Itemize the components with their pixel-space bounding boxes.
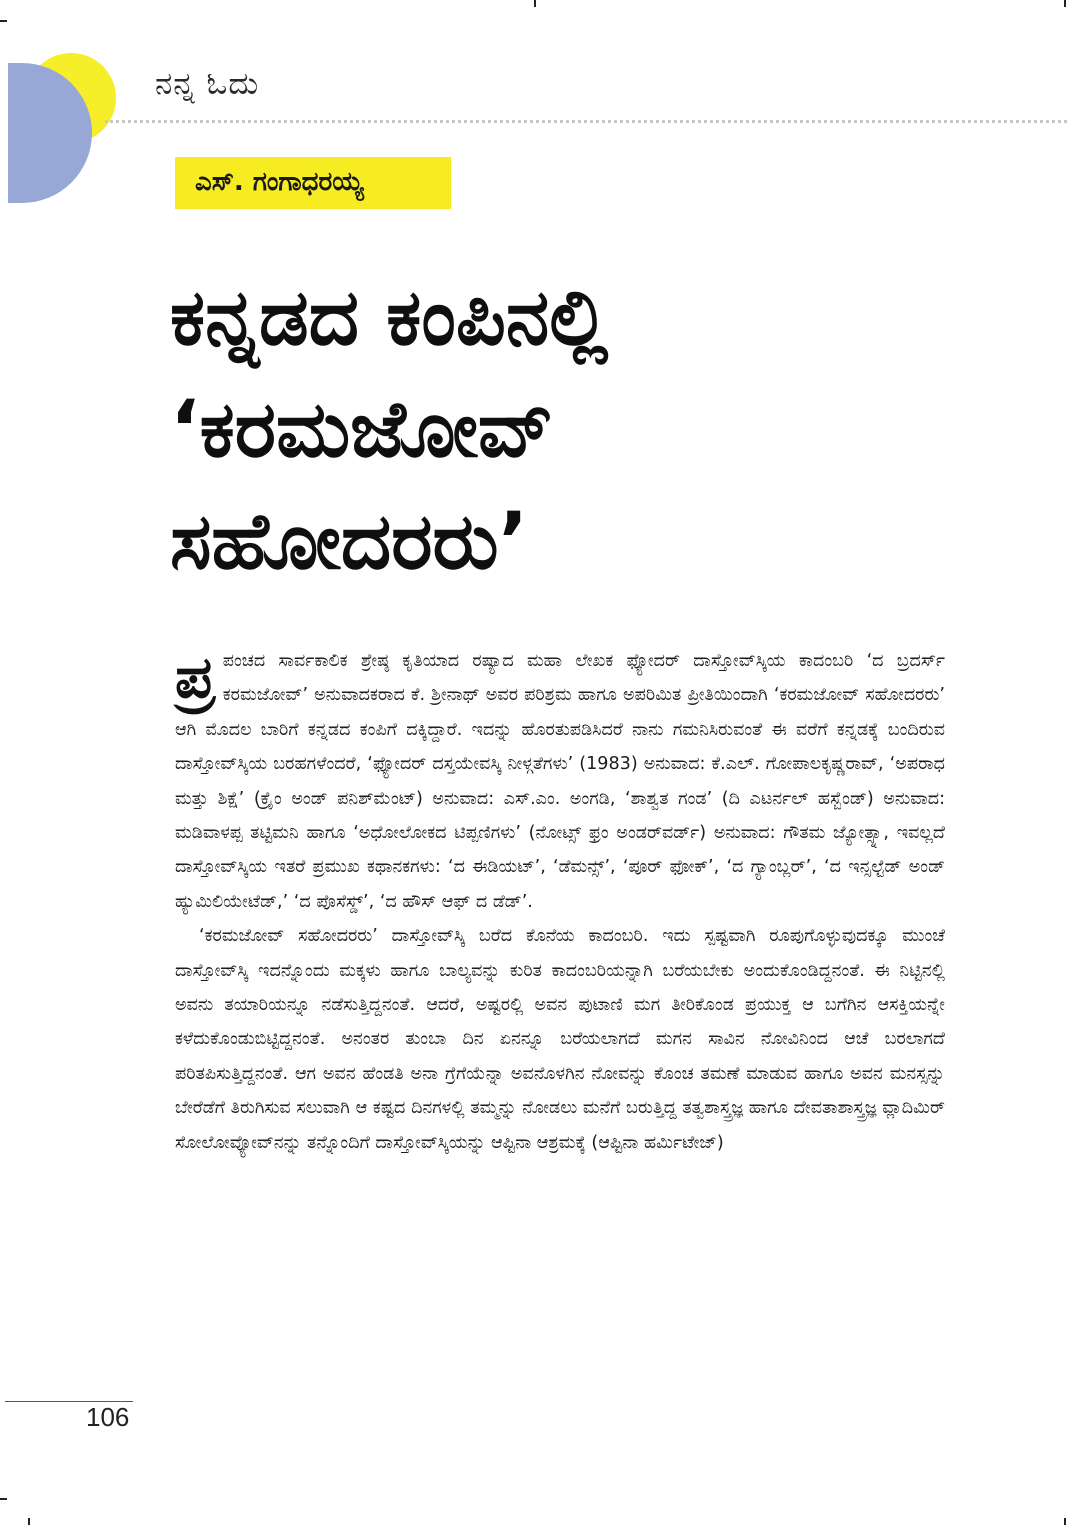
- crop-mark-bottom-left: [0, 1498, 7, 1500]
- author-name: ಎಸ್. ಗಂಗಾಧರಯ್ಯ: [195, 167, 364, 197]
- author-badge: [175, 157, 451, 209]
- crop-mark-top-right: [1064, 0, 1066, 7]
- article-headline: [170, 262, 990, 598]
- crop-mark-top-center: [534, 0, 536, 7]
- article-paragraph-2: ‘ಕರಮಜೋವ್ ಸಹೋದರರು’ ದಾಸ್ತೋವ್‌ಸ್ಕಿ ಬರೆದ ಕೊನೆಯ ಕಾದಂಬರಿ. ಇದು ಸ್ಪಷ್ಟವಾಗಿ ರೂಪುಗೊಳ್ಳುವುದಕ್ಕೂ ಮುಂಚೆ ದಾಸ್ತೋವ್‌ಸ್ಕಿ ಇದನ್ನೊಂದು ಮಕ್ಕಳು ಹಾಗೂ ಬಾಲ್ಯವನ್ನು ಕುರಿತ ಕಾದಂಬರಿಯನ್ನಾಗಿ ಬರೆಯಬೇಕು ಅಂದುಕೊಂಡಿದ್ದನಂತೆ. ಈ ನಿಟ್ಟಿನಲ್ಲಿ ಅವನು ತಯಾರಿಯನ್ನೂ ನಡೆಸುತ್ತಿದ್ದನಂತೆ. ಆದರೆ, ಅಷ್ಟರಲ್ಲಿ ಅವನ ಪುಟಾಣಿ ಮಗ ತೀರಿಕೊಂಡ ಪ್ರಯುಕ್ತ ಆ ಬಗೆಗಿನ ಆಸಕ್ತಿಯನ್ನೇ ಕಳೆದುಕೊಂಡುಬಿಟ್ಟಿದ್ದನಂತೆ. ಅನಂತರ ತುಂಬಾ ದಿನ ಏನನ್ನೂ ಬರೆಯಲಾಗದೆ ಮಗನ ಸಾವಿನ ನೋವಿನಿಂದ ಆಚೆ ಬರಲಾಗದೆ ಪರಿತಪಿಸುತ್ತಿದ್ದನಂತೆ. ಆಗ ಅವನ ಹೆಂಡತಿ ಅನಾ ಗ್ರೆಗೆಯೆನ್ನಾ ಅವನೊಳಗಿನ ನೋವನ್ನು ಕೊಂಚ ತಮಣೆ ಮಾಡುವ ಹಾಗೂ ಅವನ ಮನಸ್ಸನ್ನು ಬೇರೆಡೆಗೆ ತಿರುಗಿಸುವ ಸಲುವಾಗಿ ಆ ಕಷ್ಟದ ದಿನಗಳಲ್ಲಿ ತಮ್ಮನ್ನು ನೋಡಲು ಮನೆಗೆ ಬರುತ್ತಿದ್ದ ತತ್ವಶಾಸ್ತ್ರಜ್ಞ ಹಾಗೂ ದೇವತಾಶಾಸ್ತ್ರಜ್ಞ ವ್ಲಾದಿಮಿರ್ ಸೋಲೋವ್ಯೋವ್‌ನನ್ನು ತನ್ನೊಂದಿಗೆ ದಾಸ್ತೋವ್‌ಸ್ಕಿಯನ್ನು ಆಪ್ಟಿನಾ ಆಶ್ರಮಕ್ಕೆ (ಆಪ್ಟಿನಾ ಹರ್ಮಿಟೇಜ್): [175, 926, 945, 1153]
- page-number: 106: [86, 1402, 130, 1432]
- headline-line-3: ಸಹೋದರರು’: [170, 497, 529, 587]
- article-paragraph-1: [175, 644, 945, 919]
- crop-mark-bottom-right: [1064, 1518, 1066, 1525]
- crop-mark-top-left: [0, 20, 7, 22]
- headline-line-2: ‘ಕರಮಜೋವ್: [170, 385, 554, 475]
- column-title: ನನ್ನ ಓದು: [155, 66, 260, 102]
- dotted-divider: [105, 120, 1067, 123]
- headline-line-1: ಕನ್ನಡದ ಕಂಪಿನಲ್ಲಿ: [170, 273, 609, 363]
- drop-cap: ಪ್ರ: [175, 643, 215, 711]
- article-body: [175, 644, 945, 1160]
- crop-mark-bottom-center: [28, 1518, 30, 1525]
- paragraph-1-text: ಪಂಚದ ಸಾರ್ವಕಾಲಿಕ ಶ್ರೇಷ್ಠ ಕೃತಿಯಾದ ರಷ್ಯಾದ ಮಹಾ ಲೇಖಕ ಫ್ಯೋದರ್ ದಾಸ್ತೋವ್‌ಸ್ಕಿಯ ಕಾದಂಬರಿ ‘ದ ಬ್ರದರ್ಸ್ ಕರಮಜೋವ್’ ಅನುವಾದಕರಾದ ಕೆ. ಶ್ರೀನಾಥ್ ಅವರ ಪರಿಶ್ರಮ ಹಾಗೂ ಅಪರಿಮಿತ ಪ್ರೀತಿಯಿಂದಾಗಿ ‘ಕರಮಜೋವ್ ಸಹೋದರರು’ ಆಗಿ ಮೊದಲ ಬಾರಿಗೆ ಕನ್ನಡದ ಕಂಪಿಗೆ ದಕ್ಕಿದ್ದಾರೆ. ಇದನ್ನು ಹೊರತುಪಡಿಸಿದರೆ ನಾನು ಗಮನಿಸಿರುವಂತೆ ಈ ವರೆಗೆ ಕನ್ನಡಕ್ಕೆ ಬಂದಿರುವ ದಾಸ್ತೋವ್‌ಸ್ಕಿಯ ಬರಹಗಳೆಂದರೆ, ‘ಫ್ಯೋದರ್ ದಸ್ತಯೇವಸ್ಕಿ ನೀಳ್ಗತೆಗಳು’ (1983) ಅನುವಾದ: ಕೆ.ಎಲ್. ಗೋಪಾಲಕೃಷ್ಣರಾವ್, ‘ಅಪರಾಧ ಮತ್ತು ಶಿಕ್ಷೆ’ (ಕ್ರೈಂ ಅಂಡ್ ಪನಿಶ್‌ಮೆಂಟ್) ಅನುವಾದ: ಎಸ್.ಎಂ. ಅಂಗಡಿ, ‘ಶಾಶ್ವತ ಗಂಡ’ (ದಿ ಎಟರ್ನಲ್ ಹಸ್ಬೆಂಡ್) ಅನುವಾದ: ಮಡಿವಾಳಪ್ಪ ತಟ್ಟಿಮನಿ ಹಾಗೂ ‘ಅಧೋಲೋಕದ ಟಿಪ್ಪಣಿಗಳು’ (ನೋಟ್ಸ್ ಫ್ರಂ ಅಂಡರ್‌ವರ್ಡ್) ಅನುವಾದ: ಗೌತಮ ಜ್ಯೋತ್ಸ್ನಾ, ಇವಲ್ಲದೆ ದಾಸ್ತೋವ್‌ಸ್ಕಿಯ ಇತರೆ ಪ್ರಮುಖ ಕಥಾನಕಗಳು: ‘ದ ಈಡಿಯಟ್’, ‘ಡೆಮನ್ಸ್’, ‘ಪೂರ್ ಫೋಕ್’, ‘ದ ಗ್ಯಾಂಬ್ಲರ್’, ‘ದ ಇನ್ಸಲ್ಟೆಡ್ ಅಂಡ್ ಹ್ಯುಮಿಲಿಯೇಟೆಡ್,’ ‘ದ ಪೊಸೆಸ್ಡ್’, ‘ದ ಹೌಸ್ ಆಫ್ ದ ಡೆಡ್’.: [175, 651, 946, 912]
